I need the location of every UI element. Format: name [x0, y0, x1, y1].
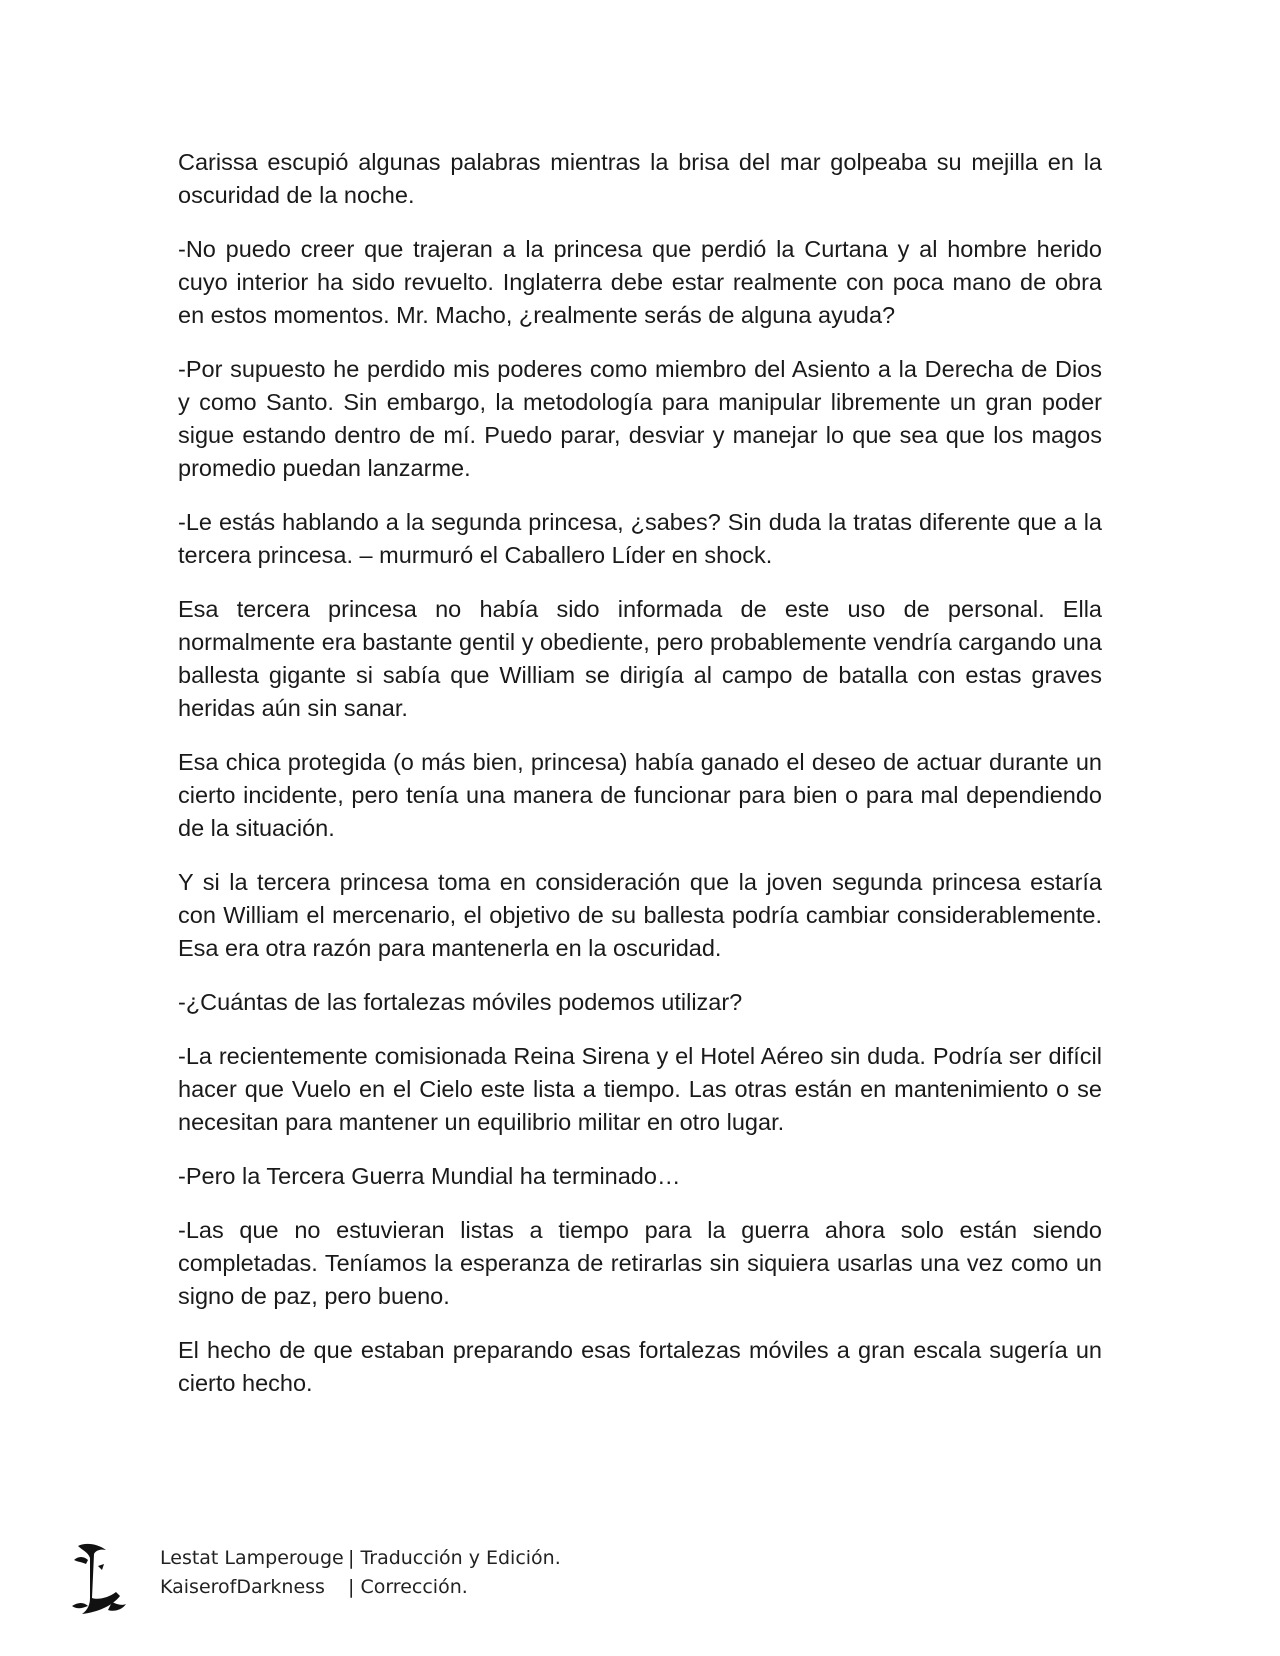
paragraph: El hecho de que estaban preparando esas fortalezas móviles a gran escala sugería un cierto hecho.	[178, 1337, 1102, 1396]
page-body	[178, 146, 1102, 1421]
paragraph: -¿Cuántas de las fortalezas móviles podemos utilizar?	[178, 989, 743, 1015]
credit-line	[160, 1573, 561, 1602]
gothic-l-logo-icon	[68, 1540, 128, 1620]
credits	[160, 1544, 561, 1602]
paragraph: Esa tercera princesa no había sido informada de este uso de personal. Ella normalmente era bastante gentil y obediente, pero probablemente vendría cargando una ballesta gigante si sabía que William se dirigía al campo de batalla con estas graves heridas aún sin sanar.	[178, 596, 1102, 721]
paragraph: -Le estás hablando a la segunda princesa, ¿sabes? Sin duda la tratas diferente que a la tercera princesa. – murmuró el Caballero Líder en shock.	[178, 509, 1102, 568]
credit-name: Lestat Lamperouge	[160, 1547, 344, 1569]
paragraph: Esa chica protegida (o más bien, princesa) había ganado el deseo de actuar durante un cierto incidente, pero tenía una manera de funcionar para bien o para mal dependiendo de la situación.	[178, 749, 1102, 841]
credit-role: | Corrección.	[348, 1576, 468, 1598]
page-footer	[68, 1540, 668, 1620]
paragraph: -La recientemente comisionada Reina Sirena y el Hotel Aéreo sin duda. Podría ser difícil hacer que Vuelo en el Cielo este lista a tiempo. Las otras están en mantenimiento o se necesitan para mantener un equilibrio militar en otro lugar.	[178, 1043, 1102, 1135]
credit-role: | Traducción y Edición.	[348, 1547, 561, 1569]
paragraph: Carissa escupió algunas palabras mientras la brisa del mar golpeaba su mejilla en la oscuridad de la noche.	[178, 149, 1102, 208]
credit-name: KaiserofDarkness	[160, 1576, 325, 1598]
paragraph: Y si la tercera princesa toma en consideración que la joven segunda princesa estaría con William el mercenario, el objetivo de su ballesta podría cambiar considerablemente. Esa era otra razón para mantenerla en la oscuridad.	[178, 869, 1102, 961]
paragraph: -Pero la Tercera Guerra Mundial ha terminado…	[178, 1163, 681, 1189]
credit-line	[160, 1544, 561, 1573]
paragraph: -Por supuesto he perdido mis poderes como miembro del Asiento a la Derecha de Dios y como Santo. Sin embargo, la metodología para manipular libremente un gran poder sigue estando dentro de mí. Puedo parar, desviar y manejar lo que sea que los magos promedio puedan lanzarme.	[178, 356, 1102, 481]
paragraph: -Las que no estuvieran listas a tiempo para la guerra ahora solo están siendo completadas. Teníamos la esperanza de retirarlas sin siquiera usarlas una vez como un signo de paz, pero bueno.	[178, 1217, 1102, 1309]
paragraph: -No puedo creer que trajeran a la princesa que perdió la Curtana y al hombre herido cuyo interior ha sido revuelto. Inglaterra debe estar realmente con poca mano de obra en estos momentos. Mr. Macho, ¿realmente serás de alguna ayuda?	[178, 236, 1102, 328]
